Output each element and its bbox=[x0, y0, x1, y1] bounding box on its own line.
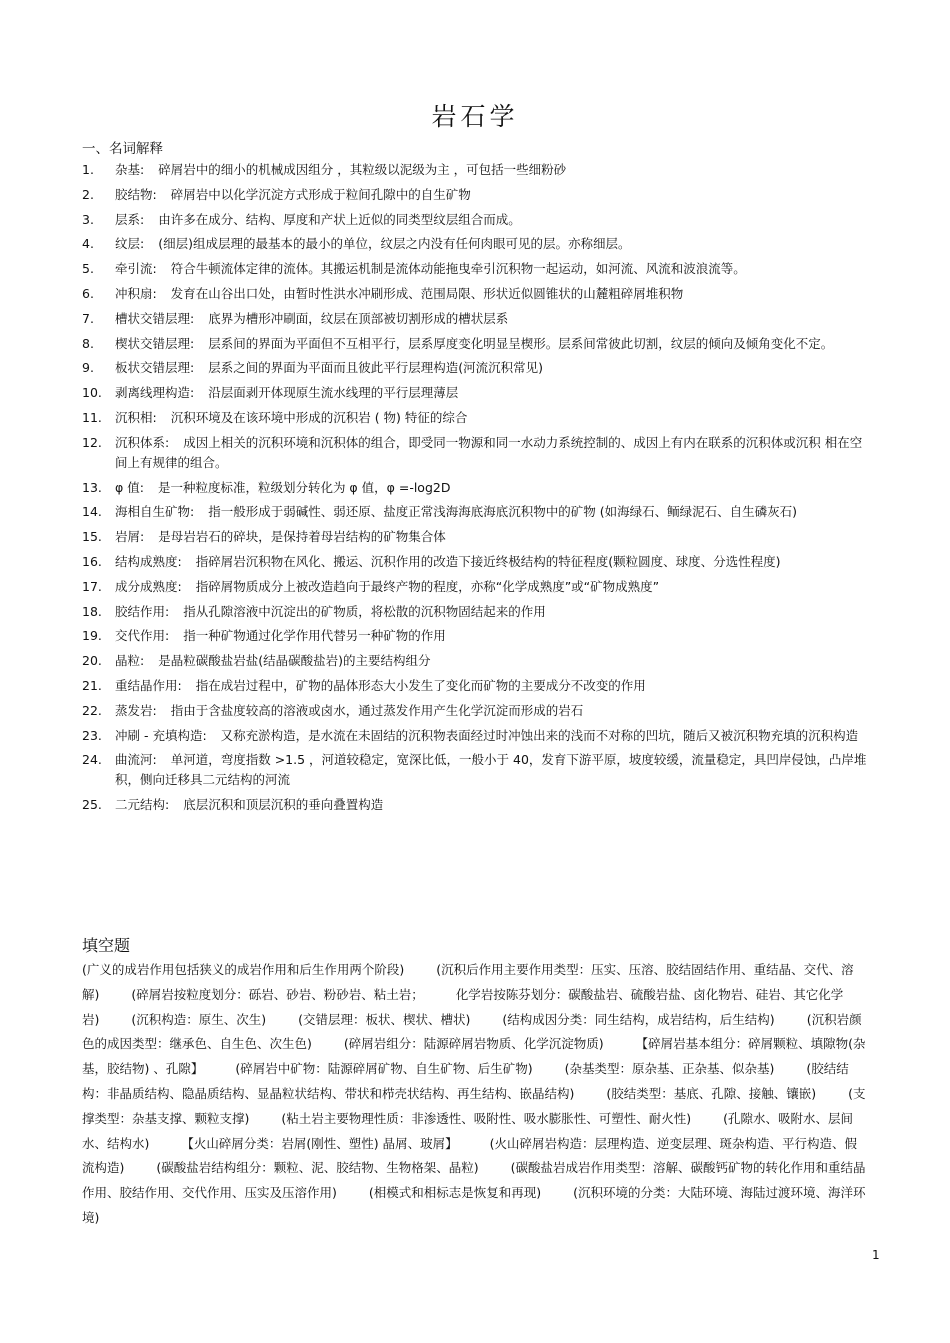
fill-in-item: (碳酸盐岩成岩作用类型：溶解、碳酸钙矿物的转化作用和重结晶作用、胶结作用、交代作用、压实及压溶作用) bbox=[82, 1160, 866, 1201]
fill-in-item: (火山碎屑岩构造：层理构造、逆变层理、斑杂构造、平行构造、假流构造) bbox=[82, 1135, 858, 1176]
list-item bbox=[82, 160, 872, 180]
item-number: 10. bbox=[82, 385, 102, 401]
fill-in-item: (胶结类型：基底、孔隙、接触、镶嵌) bbox=[606, 1085, 817, 1101]
list-item bbox=[82, 234, 872, 254]
term-definition: 单河道，弯度指数 >1.5 ，河道较稳定，宽深比低，一般小于 40，发育下游平原，坡度较缓，流量稳定，具凹岸侵蚀，凸岸堆积，侧向迁移具二元结构的河流 bbox=[115, 752, 867, 788]
fill-in-item: (碎屑岩组分：陆源碎屑岩物质、化学沉淀物质) bbox=[343, 1036, 604, 1052]
item-body bbox=[115, 701, 872, 721]
term-definition: 指碎屑岩沉积物在风化、搬运、沉积作用的改造下接近终极结构的特征程度(颗粒圆度、球度、分选性程度) bbox=[195, 553, 781, 569]
term-name: 胶结作用: bbox=[115, 603, 170, 619]
item-number: 4. bbox=[82, 236, 94, 252]
fill-in-item: (结构成因分类：同生结构，成岩结构，后生结构) bbox=[502, 1011, 775, 1027]
term-definition: (细层)组成层理的最基本的最小的单位，纹层之内没有任何肉眼可见的层。亦称细层。 bbox=[158, 236, 631, 252]
item-body bbox=[115, 210, 872, 230]
fill-in-item: (粘土岩主要物理性质：非渗透性、吸附性、吸水膨胀性、可塑性、耐火性) bbox=[281, 1110, 692, 1126]
item-number: 17. bbox=[82, 578, 102, 594]
term-name: 杂基: bbox=[115, 162, 145, 177]
item-body bbox=[115, 478, 872, 498]
page-title: 岩石学 bbox=[431, 102, 519, 131]
item-number: 16. bbox=[82, 553, 102, 569]
item-body bbox=[115, 185, 872, 205]
item-body bbox=[115, 602, 872, 622]
item-number: 21. bbox=[82, 677, 102, 693]
term-name: 冲积扇: bbox=[115, 285, 157, 301]
list-item bbox=[82, 383, 872, 403]
list-item bbox=[82, 676, 872, 696]
item-number: 1. bbox=[82, 162, 94, 177]
list-item bbox=[82, 795, 872, 815]
term-name: 岩屑: bbox=[115, 529, 145, 545]
term-definition: 指在成岩过程中，矿物的晶体形态大小发生了变化而矿物的主要成分不改变的作用 bbox=[195, 677, 646, 693]
fill-in-item: (碎屑岩中矿物：陆源碎屑矿物、自生矿物、后生矿物) bbox=[235, 1061, 533, 1077]
fill-in-item: (碎屑岩按粒度划分：砾岩、砂岩、粉砂岩、粘土岩； bbox=[131, 986, 424, 1002]
term-name: 楔状交错层理: bbox=[115, 335, 195, 351]
fill-in-content bbox=[82, 958, 868, 1231]
fill-in-item: (沉积岩颜色的成因类型：继承色、自生色、次生色) bbox=[82, 1011, 862, 1052]
item-body bbox=[115, 383, 872, 403]
term-definition: 是母岩岩石的碎块，是保持着母岩结构的矿物集合体 bbox=[158, 529, 446, 545]
list-item bbox=[82, 408, 872, 428]
item-body bbox=[115, 726, 872, 746]
list-item bbox=[82, 309, 872, 329]
fill-in-item: 化学岩按陈芬划分：碳酸盐岩、硫酸岩盐、卤化物岩、硅岩、其它化学岩) bbox=[82, 986, 844, 1027]
fill-in-item: (沉积环境的分类：大陆环境、海陆过渡环境、海洋环境) bbox=[82, 1185, 866, 1225]
term-name: 蒸发岩: bbox=[115, 702, 157, 718]
item-body bbox=[115, 651, 872, 671]
fill-in-item: (广义的成岩作用包括狭义的成岩作用和后生作用两个阶段) bbox=[82, 962, 405, 977]
item-body bbox=[115, 309, 872, 329]
list-item bbox=[82, 602, 872, 622]
list-item bbox=[82, 577, 872, 597]
fill-in-item: (碳酸盐岩结构组分：颗粒、泥、胶结物、生物格架、晶粒) bbox=[156, 1160, 479, 1176]
item-number: 19. bbox=[82, 628, 102, 644]
term-name: 沉积体系: bbox=[115, 434, 170, 450]
item-number: 7. bbox=[82, 310, 94, 326]
list-item bbox=[82, 210, 872, 230]
item-body bbox=[115, 408, 872, 428]
term-definition: 底界为槽形冲刷面，纹层在顶部被切割形成的槽状层系 bbox=[208, 310, 509, 326]
item-number: 12. bbox=[82, 434, 102, 450]
term-definition: 是晶粒碳酸盐岩盐(结晶碳酸盐岩)的主要结构组分 bbox=[158, 653, 431, 669]
fill-in-item: (支撑类型：杂基支撑、颗粒支撑) bbox=[82, 1085, 866, 1126]
term-definition: 底层沉积和顶层沉积的垂向叠置构造 bbox=[183, 797, 384, 813]
term-definition: 发育在山谷出口处，由暂时性洪水冲刷形成、范围局限、形状近似圆锥状的山麓粗碎屑堆积物 bbox=[170, 285, 684, 301]
term-name: 重结晶作用: bbox=[115, 677, 182, 693]
term-definition: 指一种矿物通过化学作用代替另一种矿物的作用 bbox=[183, 628, 446, 644]
item-number: 9. bbox=[82, 360, 94, 376]
term-name: 纹层: bbox=[115, 236, 145, 252]
list-item bbox=[82, 527, 872, 547]
term-name: 二元结构: bbox=[115, 797, 170, 813]
item-body bbox=[115, 750, 872, 790]
list-item bbox=[82, 701, 872, 721]
term-name: 板状交错层理: bbox=[115, 360, 195, 376]
term-definition: 沿层面剥开体现原生流水线理的平行层理薄层 bbox=[208, 385, 459, 401]
item-number: 22. bbox=[82, 702, 102, 718]
list-item bbox=[82, 726, 872, 746]
item-number: 14. bbox=[82, 504, 102, 520]
term-definition: 碎屑岩中以化学沉淀方式形成于粒间孔隙中的自生矿物 bbox=[170, 186, 471, 202]
fill-in-item: (孔隙水、吸附水、层间水、结构水) bbox=[82, 1110, 854, 1151]
fill-in-item: (交错层理：板状、楔状、槽状) bbox=[298, 1011, 471, 1027]
list-item bbox=[82, 334, 872, 354]
term-definition: 层系之间的界面为平面而且彼此平行层理构造(河流沉积常见) bbox=[208, 360, 543, 376]
term-definition: 沉积环境及在该环境中形成的沉积岩 ( 物) 特征的综合 bbox=[170, 409, 468, 425]
list-item bbox=[82, 284, 872, 304]
term-definition: 是一种粒度标准，粒级划分转化为 φ 值，φ =-log2D bbox=[157, 479, 451, 495]
item-number: 20. bbox=[82, 653, 102, 669]
term-name: 沉积相: bbox=[115, 409, 157, 425]
list-item bbox=[82, 259, 872, 279]
term-definition: 指碎屑物质成分上被改造趋向于最终产物的程度，亦称“化学成熟度”或“矿物成熟度” bbox=[195, 578, 660, 594]
term-name: 牵引流: bbox=[115, 261, 157, 277]
item-number: 11. bbox=[82, 409, 102, 425]
term-name: 海相自生矿物: bbox=[115, 504, 195, 520]
term-definition: 由许多在成分、结构、厚度和产状上近似的同类型纹层组合而成。 bbox=[158, 211, 521, 227]
item-body bbox=[115, 259, 872, 279]
term-name: 结构成熟度: bbox=[115, 553, 182, 569]
term-definition: 层系间的界面为平面但不互相平行，层系厚度变化明显呈楔形。层系间常彼此切割，纹层的倾向及倾角变化不定。 bbox=[208, 335, 834, 351]
item-body bbox=[115, 433, 872, 473]
item-number: 15. bbox=[82, 529, 102, 545]
item-body bbox=[115, 234, 872, 254]
item-body bbox=[115, 552, 872, 572]
term-definition: 又称充淤构造，是水流在未固结的沉积物表面经过时冲蚀出来的浅而不对称的凹坑，随后又被沉积物充填的沉积构造 bbox=[220, 727, 859, 743]
item-body bbox=[115, 577, 872, 597]
list-item bbox=[82, 358, 872, 378]
item-body bbox=[115, 334, 872, 354]
list-item bbox=[82, 185, 872, 205]
section-heading-fill-in: 填空题 bbox=[82, 936, 131, 955]
item-number: 6. bbox=[82, 285, 94, 301]
page-number: 1 bbox=[872, 1248, 880, 1262]
fill-in-item: (沉积构造：原生、次生) bbox=[131, 1011, 267, 1027]
term-definition: 成因上相关的沉积环境和沉积体的组合，即受同一物源和同一水动力系统控制的、成因上有内在联系的沉积体或沉积 相在空间上有规律的组合。 bbox=[115, 434, 863, 470]
term-name: 层系: bbox=[115, 211, 145, 227]
fill-in-item: (杂基类型：原杂基、正杂基、似杂基) bbox=[564, 1061, 775, 1077]
list-item bbox=[82, 433, 872, 473]
list-item bbox=[82, 651, 872, 671]
item-number: 25. bbox=[82, 797, 102, 813]
item-number: 3. bbox=[82, 211, 94, 227]
item-number: 23. bbox=[82, 727, 102, 743]
fill-in-item: 【碎屑岩基本组分：碎屑颗粒、填隙物(杂基，胶结物) 、孔隙】 bbox=[82, 1036, 866, 1077]
item-body bbox=[115, 795, 872, 815]
item-body bbox=[115, 626, 872, 646]
item-number: 5. bbox=[82, 261, 94, 277]
item-body bbox=[115, 527, 872, 547]
item-number: 2. bbox=[82, 186, 94, 202]
term-definition: 指从孔隙溶液中沉淀出的矿物质，将松散的沉积物固结起来的作用 bbox=[183, 603, 546, 619]
list-item bbox=[82, 478, 872, 498]
item-number: 18. bbox=[82, 603, 102, 619]
list-item bbox=[82, 502, 872, 522]
item-number: 24. bbox=[82, 752, 102, 768]
list-item bbox=[82, 750, 872, 790]
term-definition: 指一般形成于弱碱性、弱还原、盐度正常浅海海底海底沉积物中的矿物 (如海绿石、鲕绿泥石、自生磷灰石) bbox=[208, 504, 797, 520]
list-item bbox=[82, 552, 872, 572]
section-heading-terms: 一、名词解释 bbox=[82, 141, 163, 157]
fill-in-item: (沉积后作用主要作用类型：压实、压溶、胶结固结作用、重结晶、交代、溶解) bbox=[82, 962, 854, 1002]
term-name: 曲流河: bbox=[115, 752, 157, 768]
item-body bbox=[115, 502, 872, 522]
item-body bbox=[115, 676, 872, 696]
term-name: 晶粒: bbox=[115, 653, 145, 669]
term-name: φ 值: bbox=[115, 479, 144, 495]
list-item bbox=[82, 626, 872, 646]
term-name: 成分成熟度: bbox=[115, 578, 182, 594]
fill-in-item: (相模式和相标志是恢复和再现) bbox=[368, 1185, 542, 1201]
item-body bbox=[115, 358, 872, 378]
term-name: 胶结物: bbox=[115, 186, 157, 202]
term-name: 槽状交错层理: bbox=[115, 310, 195, 326]
item-number: 13. bbox=[82, 479, 102, 495]
fill-in-item: (胶结结构：非晶质结构、隐晶质结构、显晶粒状结构、带状和栉壳状结构、再生结构、嵌晶结构) bbox=[82, 1061, 849, 1101]
term-name: 剥离线理构造: bbox=[115, 385, 195, 401]
term-list bbox=[82, 160, 872, 820]
term-definition: 符合牛顿流体定律的流体。其搬运机制是流体动能拖曳牵引沉积物一起运动，如河流、风流和波浪流等。 bbox=[170, 261, 746, 277]
term-definition: 指由于含盐度较高的溶液或卤水，通过蒸发作用产生化学沉淀而形成的岩石 bbox=[170, 702, 584, 718]
term-definition: 碎屑岩中的细小的机械成因组分 ，其粒级以泥级为主 ，可包括一些细粉砂 bbox=[158, 162, 567, 177]
term-name: 冲刷 - 充填构造: bbox=[115, 727, 207, 743]
fill-in-item: 【火山碎屑分类：岩屑(刚性、塑性) 晶屑、玻屑】 bbox=[181, 1135, 458, 1151]
item-number: 8. bbox=[82, 335, 94, 351]
item-body bbox=[115, 160, 872, 180]
item-body bbox=[115, 284, 872, 304]
term-name: 交代作用: bbox=[115, 628, 170, 644]
